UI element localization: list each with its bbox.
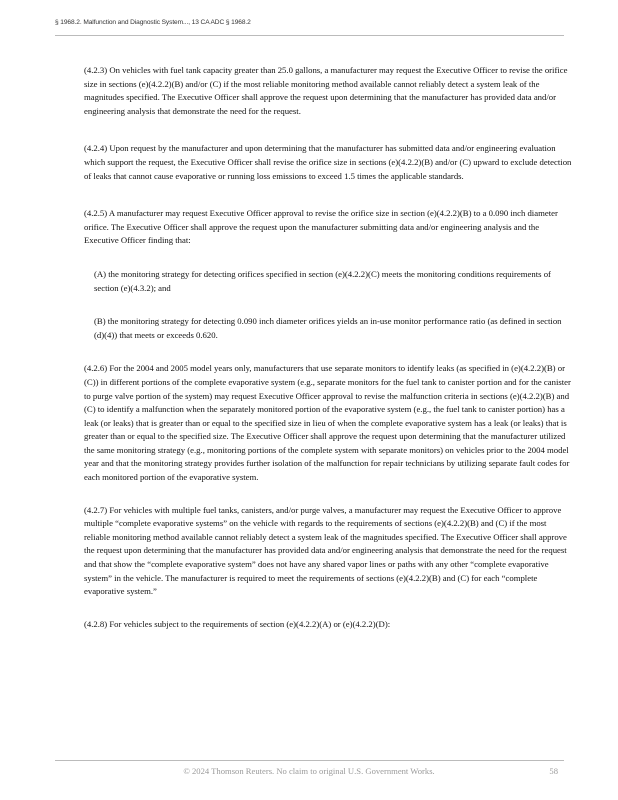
paragraph-4-2-6: (4.2.6) For the 2004 and 2005 model years only, manufacturers that use separate monitors to identify leaks (as specified in (e)(4.2.2)(B) or (C)) in different portions of the complete evaporative system (e.g., separate monitors for the fuel tank to canister portion and for the canister to purge valve portion of the system) may request Executive Officer approval to revise the malfunction criteria in sections (e)(4.2.2)(B) and (C) to identify a malfunction when the separately monitored portion of the evaporative system (e.g., the fuel tank to canister portion) has a leak (or leaks) that is greater than or equal to the specified size in lieu of when the complete evaporative system has a leak (or leaks) that is greater than or equal to the specified size. The Executive Officer shall approve the request upon determining that the manufacturer utilized the same monitoring strategy (e.g., monitoring portions of the complete system with separate monitors) on vehicles prior to the 2004 model year and that the monitoring strategy provides further isolation of the malfunction for repair technicians by utilizing separate fault codes for each monitored portion of the evaporative system. (84, 363, 571, 483)
subparagraph-a: (A) the monitoring strategy for detecting orifices specified in section (e)(4.2.2)(C) meets the monitoring conditions requirements of section (e)(4.3.2); and (94, 268, 551, 293)
paragraph-4-2-7: (4.2.7) For vehicles with multiple fuel tanks, canisters, and/or purge valves, a manufacturer may request the Executive Officer to approve multiple “complete evaporative systems” on the vehicle with regards to the requirements of sections (e)(4.2.2)(B) and (C) if the most reliable monitoring method available cannot reliably detect a system leak of the magnitudes specified. The Executive Officer shall approve the request upon determining that the manufacturer has provided data and/or engineering analysis that demonstrate the need for the request and that show the “complete evaporative system” does not have any shared vapor lines or paths with any other “complete evaporative system” in the vehicle. The manufacturer is required to meet the requirements of sections (e)(4.2.2)(B) and (C) for each “complete evaporative system.” (84, 504, 567, 597)
paragraph-4-2-4: (4.2.4) Upon request by the manufacturer and upon determining that the manufacturer has submitted data and/or engineering evaluation which support the request, the Executive Officer shall revise the orifice size in sections (e)(4.2.2)(B) and/or (C) upward to exclude detection of leaks that cannot cause evaporative or running loss emissions to exceed 1.5 times the applicable standards. (84, 143, 572, 181)
subparagraph-b: (B) the monitoring strategy for detecting 0.090 inch diameter orifices yields an in-use monitor performance ratio (as defined in section (d)(4)) that meets or exceeds 0.620. (94, 316, 562, 340)
page-number: 58 (549, 766, 558, 776)
copyright-notice: © 2024 Thomson Reuters. No claim to original U.S. Government Works. (183, 766, 435, 776)
header-divider (55, 35, 564, 36)
paragraph-4-2-8: (4.2.8) For vehicles subject to the requirements of section (e)(4.2.2)(A) or (e)(4.2.2)(D): (84, 618, 391, 629)
running-head: § 1968.2. Malfunction and Diagnostic System..., 13 CA ADC § 1968.2 (55, 19, 251, 26)
paragraph-4-2-5: (4.2.5) A manufacturer may request Executive Officer approval to revise the orifice size in section (e)(4.2.2)(B) to a 0.090 inch diameter orifice. The Executive Officer shall approve the request upon the manufacturer submitting data and/or engineering analysis and the Executive Officer finding that: (84, 208, 558, 246)
document-body (84, 64, 572, 631)
footer-divider (55, 760, 564, 761)
paragraph-4-2-3: (4.2.3) On vehicles with fuel tank capacity greater than 25.0 gallons, a manufacturer may request the Executive Officer to revise the orifice size in sections (e)(4.2.2)(B) and/or (C) if the most reliable monitoring method available cannot reliably detect a system leak of the magnitudes specified. The Executive Officer shall approve the request upon determining that the manufacturer has provided data and/or engineering analysis that demonstrate the need for the request. (84, 65, 568, 116)
